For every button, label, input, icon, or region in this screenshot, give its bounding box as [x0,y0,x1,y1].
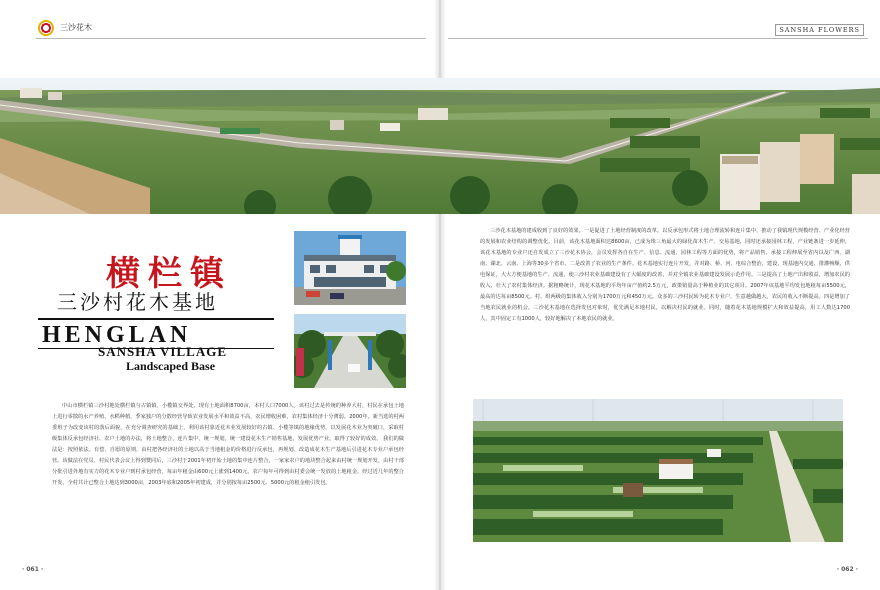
body-text-right: 三沙花木基地的建成收到了良好的效果。一是促进了土地经营制度的改革。以反承包形式将土地合理流转和连片集中，推动了我镇现代规模经营、产业化经营的发展和农业结构的调整优化。目前，该花木基地面积达8600亩，已成为珠三角最大的绿化苗木生产、交易基地，同时还承接园林工程，产业链条进一步延伸。该花木基地的专业户还自发成立了三沙花木协会，会员发挥各自在生产、信息、流通、园林工程等方面的优势，将产品销售、承接工程伸展至省内以及广西、湖南、湖北、云南、上海等30多个省市。二是改善了农业的生产条件。花木基地实行连片开发，并对路、桥、河、电综合整治，建设，现基地内交通、排灌畅顺，供电保证，大大方便基地的生产、流通，使三沙村农业基础建设有了大幅度的改善，并对全镇农业基础建设发展示范作用。三是提高了土地产出和收益，增加农民的收入，壮大了农村集体经济。据粗略统计，现花木基地的平均年亩产值约2.5万元，政策销量高于种植业的其它项目。2007年该基地平均发包地租每亩5500元，最高的达每亩8500元。村、组两级的集体收入分别为1700万元和450万元。众多的三沙村民转为花木专业户，生意越做越大，农民的收入不断提高。四是增加了当地农民就业的机会。三沙花木基地在选择发包对象时，优先满足本地村民，以解决村民的就业。同时，随着花木基地规模扩大和效益提高，用工人数达1700人，其中固定工有1000人，较好地解决了本地农民的就业。 [480,228,850,322]
title-village-en: SANSHA VILLAGE [98,344,227,359]
page-number-right: · 062 · [836,566,858,573]
building-photo [294,231,406,305]
header-rule-left [36,38,426,39]
title-base-en: Landscaped Base [126,359,216,373]
farm-fields-photo [473,399,843,542]
road-photo [294,314,406,388]
section-label: 三沙花木 [60,23,92,32]
title-base-cn: 三沙村花木基地 [57,290,218,314]
title-town-en: HENGLAN [42,322,192,348]
brand-label: SANSHA FLOWERS [775,24,864,36]
title-rule [38,318,274,320]
logo-icon [38,20,54,36]
page-number-left: · 061 · [22,566,44,573]
title-town-cn: 横栏镇 [106,254,232,294]
panorama-photo [0,78,880,214]
body-text-left: 中山市横栏镇三沙村地处横栏镇与古镇镇、小榄镇交界处，现有土地面积8700亩，本村人口7000人。该村过去是传统的种养大村，村民在承包土地上进行零散的水产养殖、水稻种植，季家独户的分散经营导致农业发展水平和效益不高，农民增收困难，农村集体经济十分薄弱。2000年，新当选的村两委班子为改变该村的落后面貌，在充分调查研究的基础上，利用该村靠近花木业发展较好的古镇、小榄等镇的地缘优势，以发展花木业为突破口，采取村级集体反承包经济社、农户土地的办法，将土地整合，连片集中，统一规划，统一建设花木生产销售基地，发展优势产业，取得了较好的成效。 我们的做法是：按照依法、有偿、自愿的原则，由村把各经济社的土地以高于当地租金的价格进行反承包，再规划、改造成花木生产基地后引进花木专业户承包经营。该做法在党员、村民代表会议上得到赞同后，三沙村于2001年初开始土地的集中连片整合，一家家农户的地块整合起来由村统一规划开发，由村干部分批引进外地有实力的花木专业户到村承包经营，每亩年租金由600元上涨到1400元，农户每年可得到由村委会统一发放的土地租金。经过近几年的整合开发，全村共计已整合土地达到3000亩，2003年底和2005年初建成，并分别按每亩2500元、5000元的租金租引发包。 [52,403,404,486]
header-rule-right [448,38,868,39]
